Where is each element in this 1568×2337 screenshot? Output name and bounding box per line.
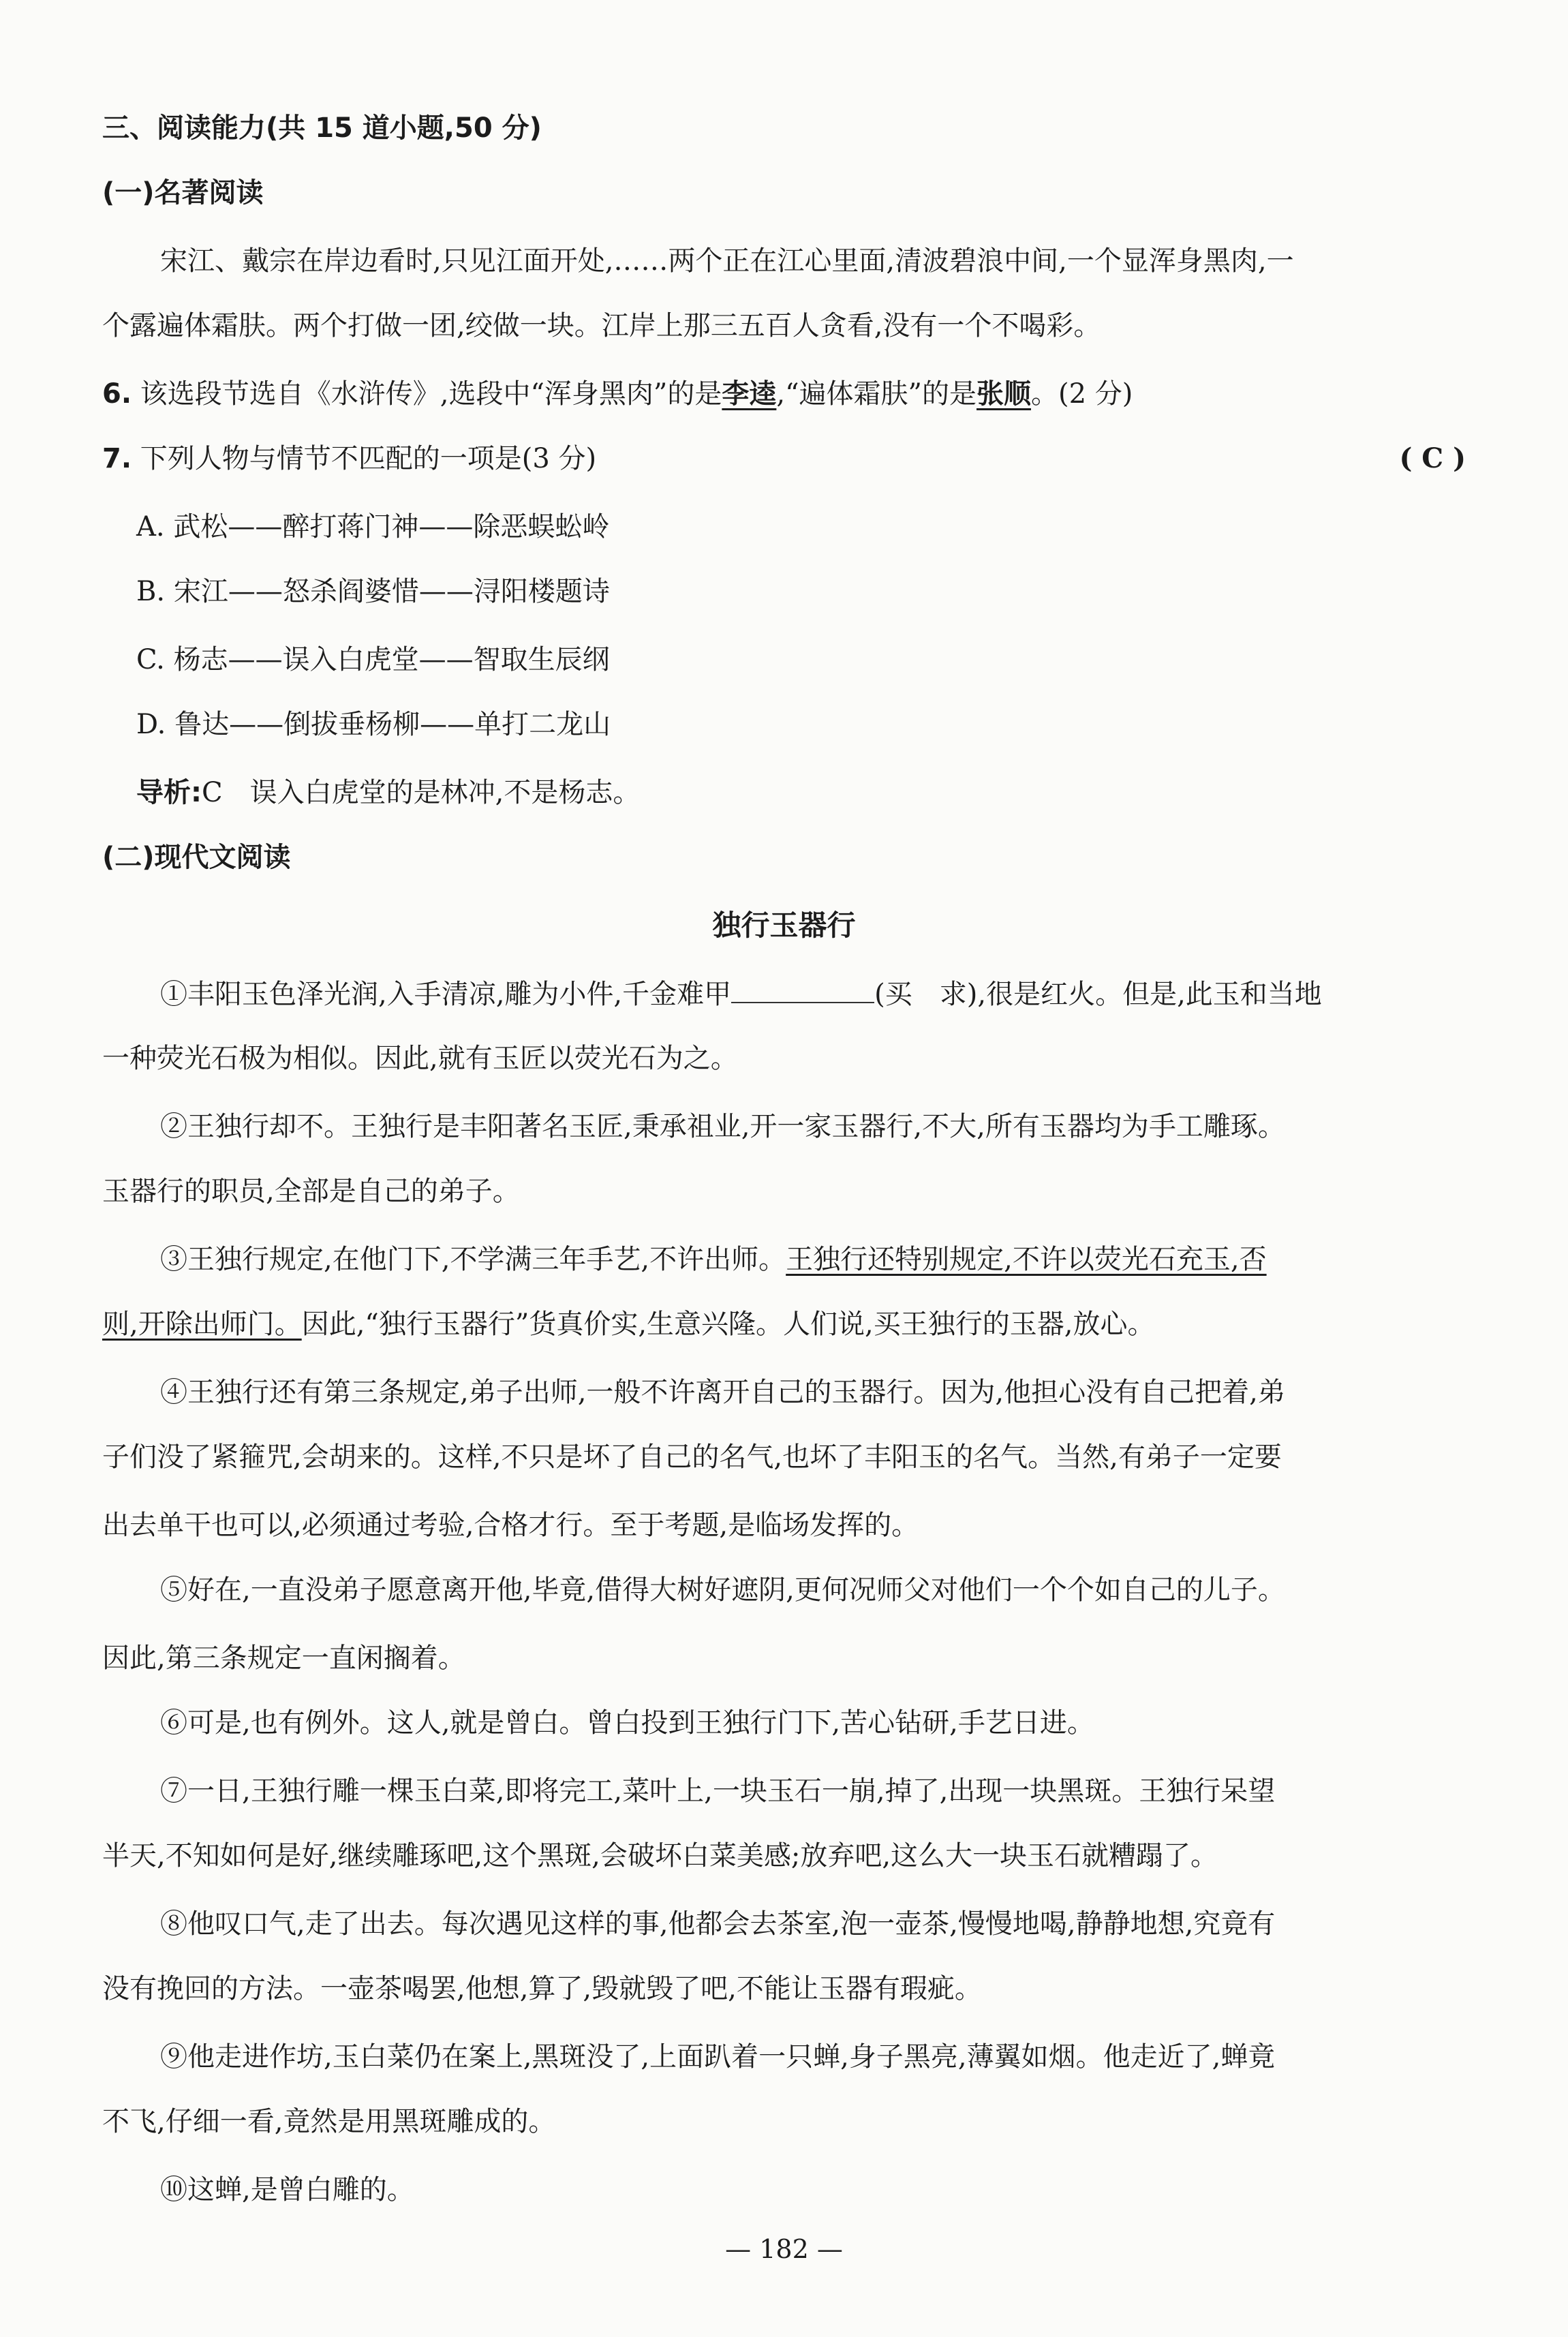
question-number: 7.: [102, 443, 132, 474]
option-d: D. 鲁达——倒拔垂杨柳——单打二龙山: [136, 709, 611, 740]
fill-in-blank: [731, 975, 874, 1003]
paragraph-line: ④王独行还有第三条规定,弟子出师,一般不许离开自己的玉器行。因为,他担心没有自己把着,弟: [160, 1377, 1285, 1408]
paragraph-line: 半天,不知如何是好,继续雕琢吧,这个黑斑,会破坏白菜美感;放弃吧,这么大一块玉石就糟蹋了。: [102, 1840, 1218, 1872]
underlined-sentence: 则,开除出师门。: [102, 1309, 302, 1340]
page-number: — 182 —: [725, 2234, 843, 2264]
paragraph-line: 一种荧光石极为相似。因此,就有玉匠以荧光石为之。: [102, 1043, 738, 1074]
paragraph-line: 玉器行的职员,全部是自己的弟子。: [102, 1176, 520, 1207]
paragraph-line: ⑨他走进作坊,玉白菜仍在案上,黑斑没了,上面趴着一只蝉,身子黑亮,薄翼如烟。他走近了,蝉竟: [160, 2041, 1276, 2073]
answer-zhang-shun: 张顺: [977, 378, 1031, 410]
underlined-sentence: 王独行还特别规定,不许以荧光石充玉,否: [786, 1244, 1267, 1275]
article-title: 独行玉器行: [712, 908, 856, 942]
paragraph-line: 出去单干也可以,必须通过考验,合格才行。至于考题,是临场发挥的。: [102, 1510, 919, 1541]
part2-heading: (二)现代文阅读: [102, 842, 291, 873]
passage-line: 宋江、戴宗在岸边看时,只见江面开处,……两个正在江心里面,清波碧浪中间,一个显浑身黑肉,一: [160, 245, 1294, 277]
paragraph-line: 则,开除出师门。因此,“独行玉器行”货真价实,生意兴隆。人们说,买王独行的玉器,放心。: [102, 1309, 1155, 1340]
paragraph-line: ⑩这蝉,是曾白雕的。: [160, 2174, 414, 2205]
question-7: 7. 下列人物与情节不匹配的一项是(3 分): [102, 443, 597, 474]
paragraph-line: ⑤好在,一直没弟子愿意离开他,毕竟,借得大树好遮阴,更何况师父对他们一个个如自己的儿子。: [160, 1574, 1285, 1606]
question-6: 6. 该选段节选自《水浒传》,选段中“浑身黑肉”的是李逵,“遍体霜肤”的是张顺。(2 分): [102, 378, 1133, 410]
analysis-label: 导析:: [136, 777, 202, 808]
question-7-answer: ( C ): [1399, 442, 1466, 474]
paragraph-line: ⑧他叹口气,走了出去。每次遇见这样的事,他都会去茶室,泡一壶茶,慢慢地喝,静静地想,究竟有: [160, 1908, 1276, 1940]
blank-mark: 甲: [704, 979, 732, 1010]
analysis: 导析:C 误入白虎堂的是林冲,不是杨志。: [136, 777, 641, 808]
paragraph-line: 因此,第三条规定一直闲搁着。: [102, 1643, 465, 1674]
option-b: B. 宋江——怒杀阎婆惜——浔阳楼题诗: [136, 576, 610, 607]
option-c: C. 杨志——误入白虎堂——智取生辰纲: [136, 644, 610, 675]
paragraph-line: ⑥可是,也有例外。这人,就是曾白。曾白投到王独行门下,苦心钻研,手艺日进。: [160, 1707, 1094, 1739]
question-number: 6.: [102, 378, 132, 410]
passage-line: 个露遍体霜肤。两个打做一团,绞做一块。江岸上那三五百人贪看,没有一个不喝彩。: [102, 310, 1101, 341]
paragraph-line: ⑦一日,王独行雕一棵玉白菜,即将完工,菜叶上,一块玉石一崩,掉了,出现一块黑斑。王独行呆望: [160, 1775, 1276, 1807]
part1-heading: (一)名著阅读: [102, 177, 264, 209]
option-a: A. 武松——醉打蒋门神——除恶蜈蚣岭: [136, 511, 610, 543]
paragraph-line: 没有挽回的方法。一壶茶喝罢,他想,算了,毁就毁了吧,不能让玉器有瑕疵。: [102, 1973, 982, 2004]
paragraph-line: 子们没了紧箍咒,会胡来的。这样,不只是坏了自己的名气,也坏了丰阳玉的名气。当然,有弟子一定要: [102, 1441, 1282, 1473]
answer-li-kui: 李逵: [722, 378, 777, 410]
section-title: 三、阅读能力(共 15 道小题,50 分): [102, 112, 542, 144]
paragraph-1: ①丰阳玉色泽光润,入手清凉,雕为小件,千金难甲 (买 求),很是红火。但是,此玉和当地: [160, 975, 1322, 1013]
paragraph-line: ②王独行却不。王独行是丰阳著名玉匠,秉承祖业,开一家玉器行,不大,所有玉器均为手工雕琢。: [160, 1111, 1285, 1142]
paragraph-3: ③王独行规定,在他门下,不学满三年手艺,不许出师。王独行还特别规定,不许以荧光石充玉,否: [160, 1244, 1267, 1275]
paragraph-line: 不飞,仔细一看,竟然是用黑斑雕成的。: [102, 2106, 556, 2137]
